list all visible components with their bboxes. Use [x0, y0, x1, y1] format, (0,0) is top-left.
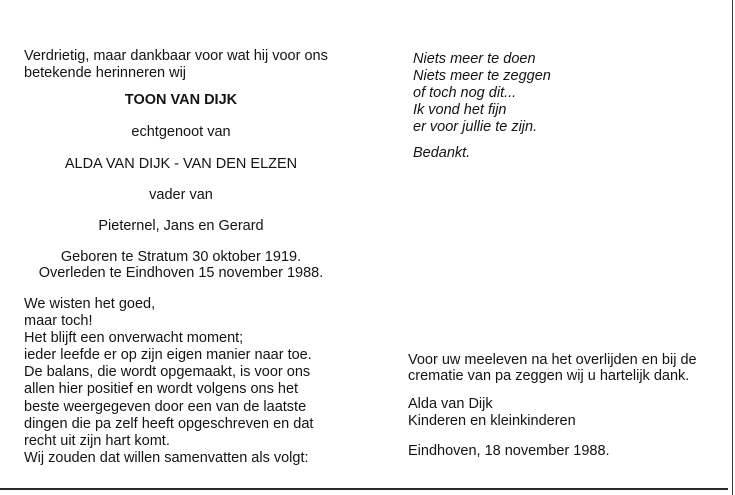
memory-line: beste weergegeven door een van de laatste — [24, 398, 307, 415]
intro-line-1: Verdrietig, maar dankbaar voor wat hij voor ons — [24, 48, 328, 64]
card-right-edge — [728, 0, 735, 495]
card-bottom-edge — [0, 484, 735, 495]
memory-line: ieder leefde er op zijn eigen manier naar toe. — [24, 347, 312, 364]
memory-line: allen hier positief en wordt volgens ons het — [24, 381, 299, 398]
memory-line: Wij zouden dat willen samenvatten als volgt: — [24, 449, 309, 466]
memory-line: We wisten het goed, — [24, 296, 156, 312]
poem-line: of toch nog dit... — [413, 85, 517, 101]
birth-line: Geboren te Stratum 30 oktober 1919. — [60, 249, 302, 265]
signer-line-2: Kinderen en kleinkinderen — [408, 413, 576, 429]
gratitude-line-1: Voor uw meeleven na het overlijden en bij de — [408, 352, 697, 368]
children-names: Pieternel, Jans en Gerard — [98, 218, 264, 234]
memory-line: recht uit zijn hart komt. — [24, 432, 170, 449]
memory-line: maar toch! — [24, 313, 93, 330]
thanks-word: Bedankt. — [413, 145, 471, 161]
poem-line: er voor jullie te zijn. — [413, 119, 538, 135]
poem-line: Ik vond het fijn — [413, 102, 507, 118]
place-date: Eindhoven, 18 november 1988. — [408, 443, 610, 459]
memory-line: De balans, die wordt opgemaakt, is voor ons — [24, 364, 311, 381]
memory-line: dingen die pa zelf heeft opgeschreven en dat — [24, 415, 314, 432]
deceased-name: TOON VAN DIJK — [124, 92, 238, 108]
death-line: Overleden te Eindhoven 15 november 1988. — [38, 265, 324, 281]
poem-line: Niets meer te zeggen — [413, 68, 551, 84]
memory-line: Het blijft een onverwacht moment; — [24, 330, 244, 347]
spouse-name: ALDA VAN DIJK - VAN DEN ELZEN — [64, 156, 298, 172]
gratitude-line-2: crematie van pa zeggen wij u hartelijk dank. — [408, 368, 690, 384]
poem — [413, 51, 551, 136]
memory-text — [24, 296, 313, 467]
signer-line-1: Alda van Dijk — [408, 396, 493, 412]
poem-line: Niets meer te doen — [413, 51, 536, 67]
intro-line-2: betekende herinneren wij — [24, 65, 187, 81]
father-label: vader van — [149, 187, 213, 203]
spouse-label: echtgenoot van — [131, 124, 231, 140]
